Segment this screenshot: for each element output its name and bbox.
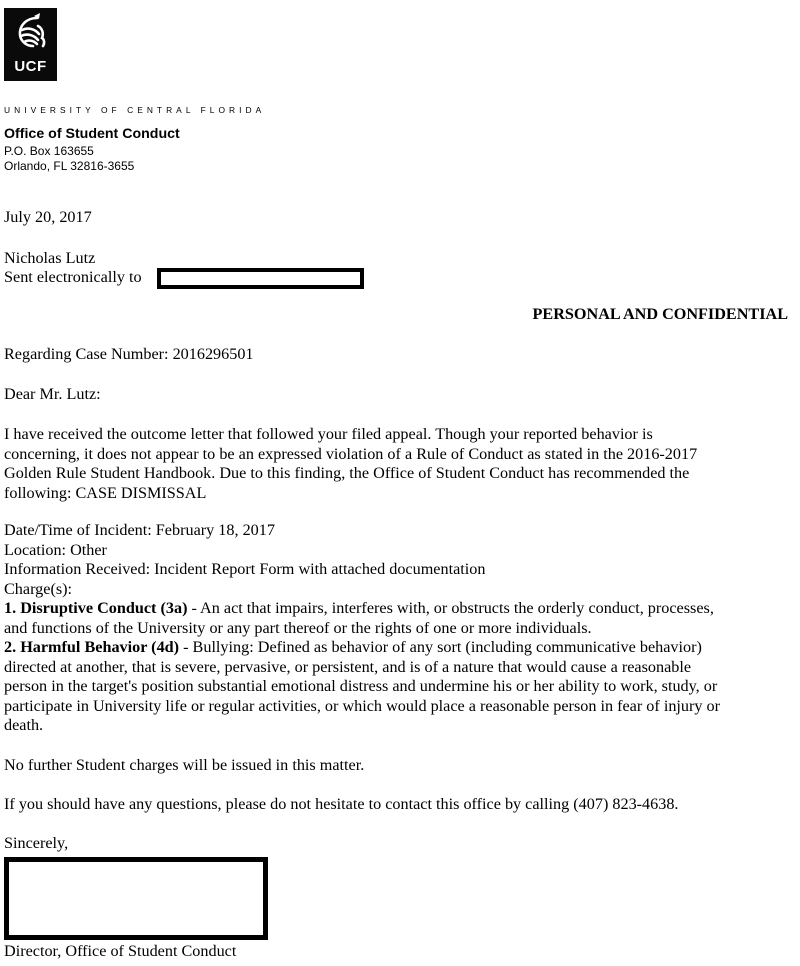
pegasus-icon [4,8,57,60]
university-name: UNIVERSITY OF CENTRAL FLORIDA [4,105,266,115]
body-paragraph [4,425,697,503]
incident-location: Location: Other [4,540,107,559]
body-line: Golden Rule Student Handbook. Due to this finding, the Office of Student Conduct has recommended the [4,464,690,482]
charge-text: directed at another, that is severe, pervasive, or persistent, and is of a nature that would cause a reasonable [4,657,692,676]
incident-date: Date/Time of Incident: February 18, 2017 [4,521,275,539]
contact-line: If you should have any questions, please do not hesitate to contact this office by calling (407) 823-4638. [4,795,679,813]
sent-electronically-line: Sent electronically to [4,268,142,286]
charges-label: Charge(s): [4,579,73,598]
incident-details [4,521,485,599]
charge-text: person in the target's position substantial emotional distress and undermine his or her ability to work, study, or [4,677,718,695]
confidential-label: PERSONAL AND CONFIDENTIAL [532,305,788,323]
redacted-email-box [157,268,364,289]
body-line: following: CASE DISMISSAL [4,483,207,502]
body-line: I have received the outcome letter that followed your filed appeal. Though your reported behavior is [4,425,653,443]
charge-title: 1. Disruptive Conduct (3a) [4,599,188,617]
charge-item [4,599,720,638]
case-number-line: Regarding Case Number: 2016296501 [4,345,254,363]
po-box: P.O. Box 163655 [4,144,94,158]
redacted-signature-box [4,857,268,940]
charge-text: - Bullying: Defined as behavior of any sort (including communicative behavior) [179,638,702,656]
charges-list [4,599,720,736]
body-line: concerning, it does not appear to be an expressed violation of a Rule of Conduct as stated in the 2016-2017 [4,444,698,463]
charge-text: and functions of the University or any part thereof or the rights of one or more individuals. [4,618,592,637]
office-name: Office of Student Conduct [4,126,180,142]
letter-date: July 20, 2017 [4,208,92,226]
charge-title: 2. Harmful Behavior (4d) [4,638,180,656]
logo-text: UCF [14,58,47,75]
closing: Sincerely, [4,834,69,852]
signer-title: Director, Office of Student Conduct [4,942,237,960]
charge-text: death. [4,716,44,734]
ucf-logo [4,8,57,81]
city-address: Orlando, FL 32816-3655 [4,159,135,173]
recipient-name: Nicholas Lutz [4,249,96,267]
charge-text: participate in University life or regular activities, or which would place a reasonable person in fear of injury or [4,696,721,715]
charge-item [4,638,720,736]
information-received: Information Received: Incident Report Form with attached documentation [4,560,486,578]
charge-text: - An act that impairs, interferes with, or obstructs the orderly conduct, processes, [187,599,714,617]
no-further-charges: No further Student charges will be issued in this matter. [4,756,365,774]
salutation: Dear Mr. Lutz: [4,385,101,403]
